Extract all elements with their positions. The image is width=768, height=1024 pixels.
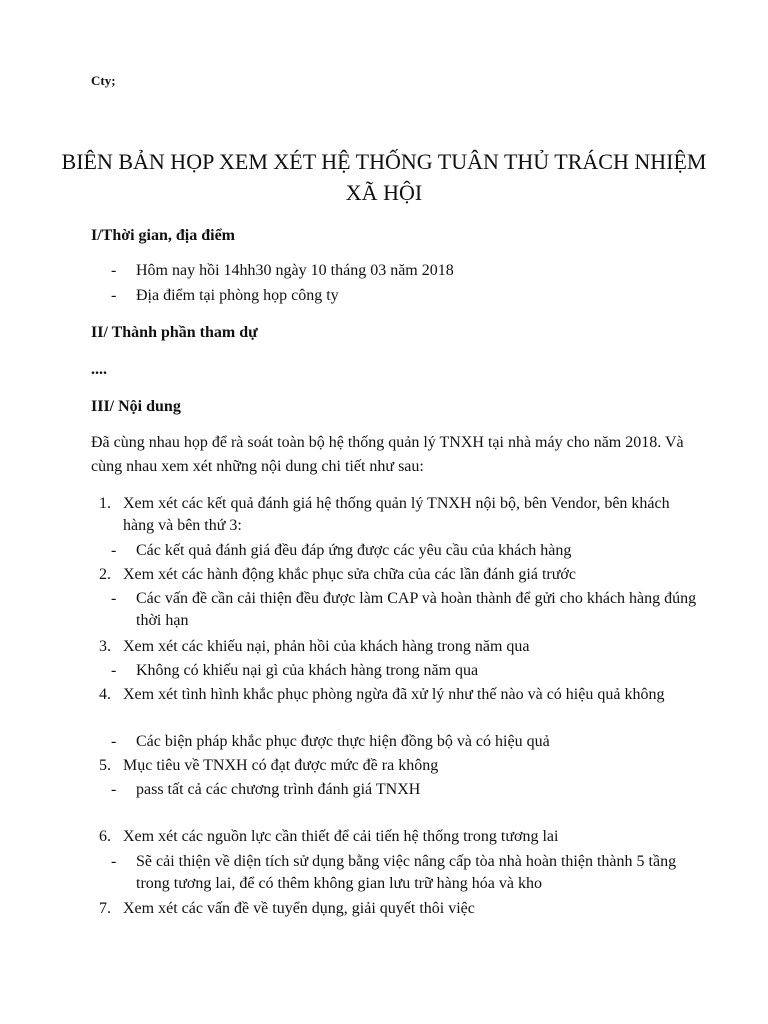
section-heading-time-place: I/Thời gian, địa điểm — [91, 227, 236, 244]
sub-item-text: pass tất cả các chương trình đánh giá TNXH — [136, 781, 421, 798]
company-label: Cty; — [91, 73, 116, 88]
bullet-mark: - — [111, 662, 117, 679]
bullet-mark: - — [111, 287, 117, 304]
sub-item-text: Các kết quả đánh giá đều đáp ứng được các yêu cầu của khách hàng — [136, 542, 572, 559]
item-text: Xem xét các khiếu nại, phản hồi của khách hàng trong năm qua — [123, 638, 530, 655]
sub-item-text: Không có khiếu nại gì của khách hàng trong năm qua — [136, 662, 479, 679]
list-item-text: Hôm nay hồi 14hh30 ngày 10 tháng 03 năm 2018 — [136, 262, 454, 279]
item-text: Xem xét các hành động khắc phục sửa chữa của các lần đánh giá trước — [123, 566, 576, 583]
section-heading-participants: II/ Thành phần tham dự — [91, 324, 258, 341]
bullet-mark: - — [111, 853, 117, 870]
item-text: Xem xét tình hình khắc phục phòng ngừa đã xử lý như thế nào và có hiệu quả không — [123, 686, 665, 703]
sub-item-text: Các vấn đề cần cải thiện đều được làm CAP và hoàn thành để gửi cho khách hàng đúng thời hạn — [136, 590, 697, 629]
item-text: Xem xét các vấn đề về tuyển dụng, giải quyết thôi việc — [123, 900, 475, 917]
item-number: 1. — [99, 495, 111, 512]
item-number: 5. — [99, 757, 111, 774]
content-intro: Đã cùng nhau họp để rà soát toàn bộ hệ thống quản lý TNXH tại nhà máy cho năm 2018. Và cùng nhau xem xét những nội dung chi tiết như sau: — [91, 434, 684, 475]
item-number: 7. — [99, 900, 111, 917]
bullet-mark: - — [111, 590, 117, 607]
bullet-mark: - — [111, 542, 117, 559]
sub-item-text: Sẽ cải thiện về diện tích sử dụng bằng việc nâng cấp tòa nhà hoàn thiện thành 5 tầng trong tương lai, để có thêm không gian lưu trữ hàng hóa và kho — [136, 853, 677, 892]
item-number: 3. — [99, 638, 111, 655]
bullet-mark: - — [111, 262, 117, 279]
item-number: 6. — [99, 828, 111, 845]
participants-placeholder: .... — [91, 361, 107, 378]
bullet-mark: - — [111, 781, 117, 798]
item-number: 2. — [99, 566, 111, 583]
sub-item-text: Các biện pháp khắc phục được thực hiện đồng bộ và có hiệu quả — [136, 733, 550, 750]
item-text: Xem xét các nguồn lực cần thiết để cải tiến hệ thống trong tương lai — [123, 828, 559, 845]
bullet-mark: - — [111, 733, 117, 750]
document-title: BIÊN BẢN HỌP XEM XÉT HỆ THỐNG TUÂN THỦ TRÁCH NHIỆM XÃ HỘI — [61, 149, 707, 205]
section-heading-content: III/ Nội dung — [91, 398, 181, 415]
item-text: Xem xét các kết quả đánh giá hệ thống quản lý TNXH nội bộ, bên Vendor, bên khách hàng và bên thứ 3: — [123, 495, 670, 534]
item-number: 4. — [99, 686, 111, 703]
item-text: Mục tiêu về TNXH có đạt được mức đề ra không — [123, 757, 439, 774]
list-item-text: Địa điểm tại phòng họp công ty — [136, 287, 339, 304]
